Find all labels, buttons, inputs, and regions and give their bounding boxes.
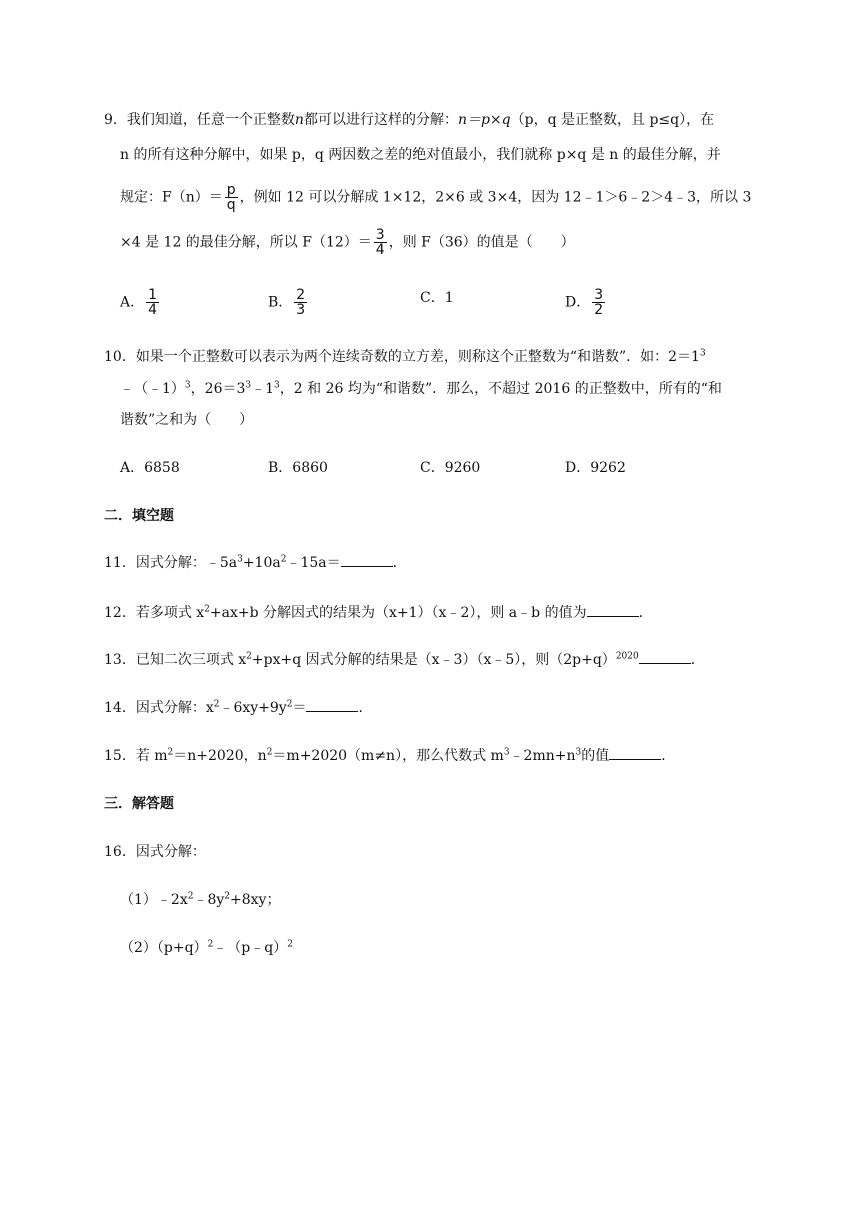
q10-option-c: C．9260 <box>420 460 481 476</box>
answer-blank[interactable] <box>341 554 393 567</box>
q16-title: 16．因式分解： <box>104 844 206 860</box>
answer-blank[interactable] <box>306 699 358 712</box>
fraction-p-over-q: $\frac{p}{q}$ <box>226 182 236 213</box>
q16-part-2: $(2)(p+q)^2﹣(p﹣q)^2$ <box>120 939 293 956</box>
section-heading-solve: 三．解答题 <box>104 796 174 812</box>
q15: 15．若 $m^2=n+2020$，$n^2=m+2020(m\ne n)$，那么代数式 $m^3﹣2mn+n^3$的值 ． <box>104 747 676 764</box>
q9-line-1: 9．我们知道，任意一个正整数n都可以进行这样的分解：n＝p×q（p，q 是正整数，且 p≤q），在 <box>104 112 715 128</box>
q9-option-b: B． $\frac{2}{3}$ <box>268 287 306 318</box>
answer-blank[interactable] <box>587 604 639 617</box>
answer-blank[interactable] <box>609 747 661 760</box>
q13: 13．已知二次三项式 $x^2+px+q$ 因式分解的结果是（x﹣3）（x﹣5），则$(2p+q)^{2020}$ ． <box>104 651 705 668</box>
q10-line-2: ﹣（﹣1）$^3$，$26=3^3﹣1^3$，2 和 26 均为“和谐数”．那么，不超过 2016 的正整数中，所有的“和 <box>120 380 722 397</box>
q10-option-b: B．6860 <box>268 460 328 476</box>
q14: 14．因式分解：$x^2﹣6xy+9y^2=$ ． <box>104 699 373 716</box>
q10-option-a: A．6858 <box>120 460 180 476</box>
q9-option-a: A． $\frac{1}{4}$ <box>120 287 158 318</box>
q9-number: 9． <box>104 112 127 128</box>
q9-line-3: 规定：F（n）＝ $\frac{p}{q}$ ，例如 12 可以分解成 1×12，2×6 或 3×4，因为 12﹣1＞6﹣2＞4﹣3，所以 3 <box>120 182 752 213</box>
q9-line-2: n 的所有这种分解中，如果 p，q 两因数之差的绝对值最小，我们就称 p×q 是 n 的最佳分解，并 <box>120 147 721 163</box>
q9-option-d: D． $\frac{3}{2}$ <box>565 287 604 318</box>
q9-line-4: ×4 是 12 的最佳分解，所以 F（12）＝ $\frac{3}{4}$ ，则 F（36）的值是（ ） <box>120 227 575 258</box>
q16-part-1: $(1)﹣2x^2﹣8y^2+8xy$； <box>120 891 281 908</box>
section-heading-fill-in: 二．填空题 <box>104 508 174 524</box>
fraction-3-over-4: $\frac{3}{4}$ <box>375 227 385 258</box>
answer-blank[interactable] <box>639 651 691 664</box>
q10-option-d: D．9262 <box>565 460 626 476</box>
q10-line-1: 10．如果一个正整数可以表示为两个连续奇数的立方差，则称这个正整数为“和谐数”．如：$2=1^3$ <box>104 348 706 365</box>
q12: 12．若多项式 $x^2+ax+b$ 分解因式的结果为（x+1）（x﹣2），则 a﹣b 的值为 ． <box>104 604 653 621</box>
q10-line-3: 谐数”之和为（ ） <box>120 412 254 428</box>
q9-option-c: C．1 <box>420 290 454 306</box>
q11: 11．因式分解：$﹣5a^3+10a^2﹣15a=$ ． <box>104 554 407 571</box>
